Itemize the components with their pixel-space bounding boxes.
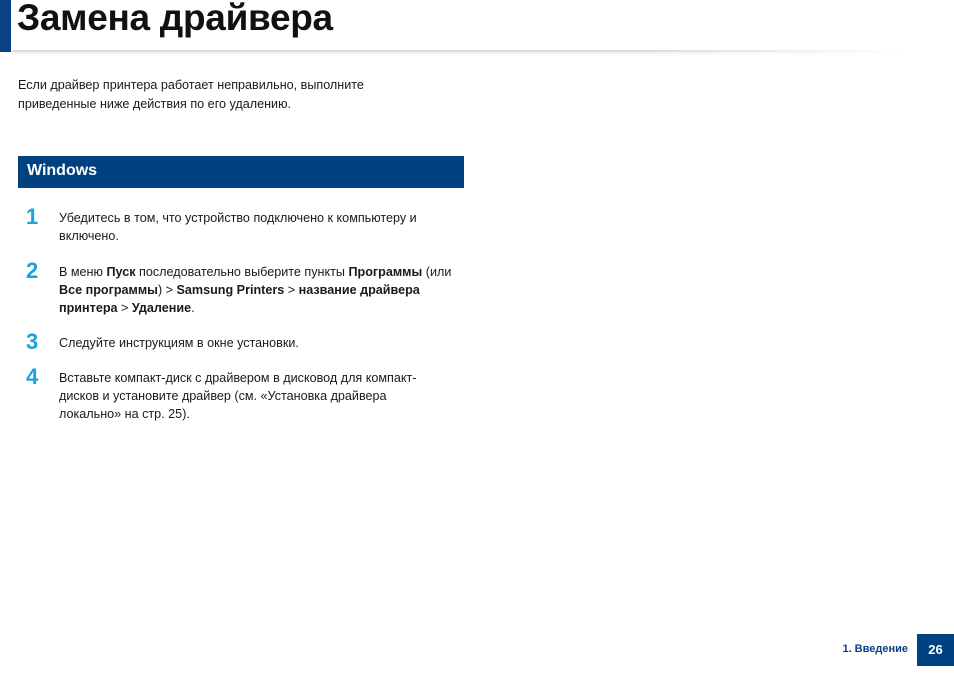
step-text bbox=[59, 369, 451, 423]
step-number: 2 bbox=[26, 258, 39, 283]
step-text bbox=[59, 209, 454, 245]
step-text bbox=[59, 334, 459, 352]
section-header-bar bbox=[18, 156, 464, 188]
menu-path-programs: Программы bbox=[348, 265, 423, 279]
title-accent-bar bbox=[0, 0, 11, 52]
footer-chapter-link[interactable]: 1. Введение bbox=[842, 643, 908, 655]
title-divider bbox=[12, 50, 912, 56]
step-text-segment: последовательно выберите пункты bbox=[135, 265, 349, 279]
step-text-segment: В меню bbox=[59, 265, 107, 279]
page-title: Замена драйвера bbox=[17, 0, 333, 38]
step-text bbox=[59, 263, 457, 317]
step-text-segment: Вставьте компакт-диск с драйвером в дисковод для компакт-дисков и установите драйвер (см. «Установка драйвера локально» на стр. 25). bbox=[59, 371, 417, 421]
menu-path-samsung-printers: Samsung Printers bbox=[176, 283, 285, 297]
menu-path-all-programs: Все программы bbox=[59, 283, 158, 297]
section-title: Windows bbox=[27, 162, 98, 179]
step-number: 3 bbox=[26, 329, 39, 354]
menu-path-start: Пуск bbox=[106, 265, 136, 279]
menu-path-driver-name: название драйвера принтера bbox=[59, 283, 420, 315]
step-number: 4 bbox=[26, 364, 39, 389]
intro-line-2: приведенные ниже действия по его удалению. bbox=[18, 96, 292, 111]
step-text-segment: > bbox=[117, 301, 132, 315]
step-text-segment: > bbox=[284, 283, 299, 297]
step-text-segment: . bbox=[191, 301, 195, 315]
menu-path-uninstall: Удаление bbox=[131, 301, 192, 315]
intro-paragraph bbox=[18, 76, 438, 113]
step-text-segment: Убедитесь в том, что устройство подключено к компьютеру и включено. bbox=[59, 211, 417, 243]
step-text-segment: (или bbox=[422, 265, 452, 279]
page-number-badge: 26 bbox=[917, 634, 954, 666]
intro-line-1: Если драйвер принтера работает неправильно, выполните bbox=[18, 78, 364, 92]
step-number: 1 bbox=[26, 204, 39, 229]
step-text-segment: Следуйте инструкциям в окне установки. bbox=[59, 336, 299, 350]
step-text-segment: ) > bbox=[157, 283, 177, 297]
